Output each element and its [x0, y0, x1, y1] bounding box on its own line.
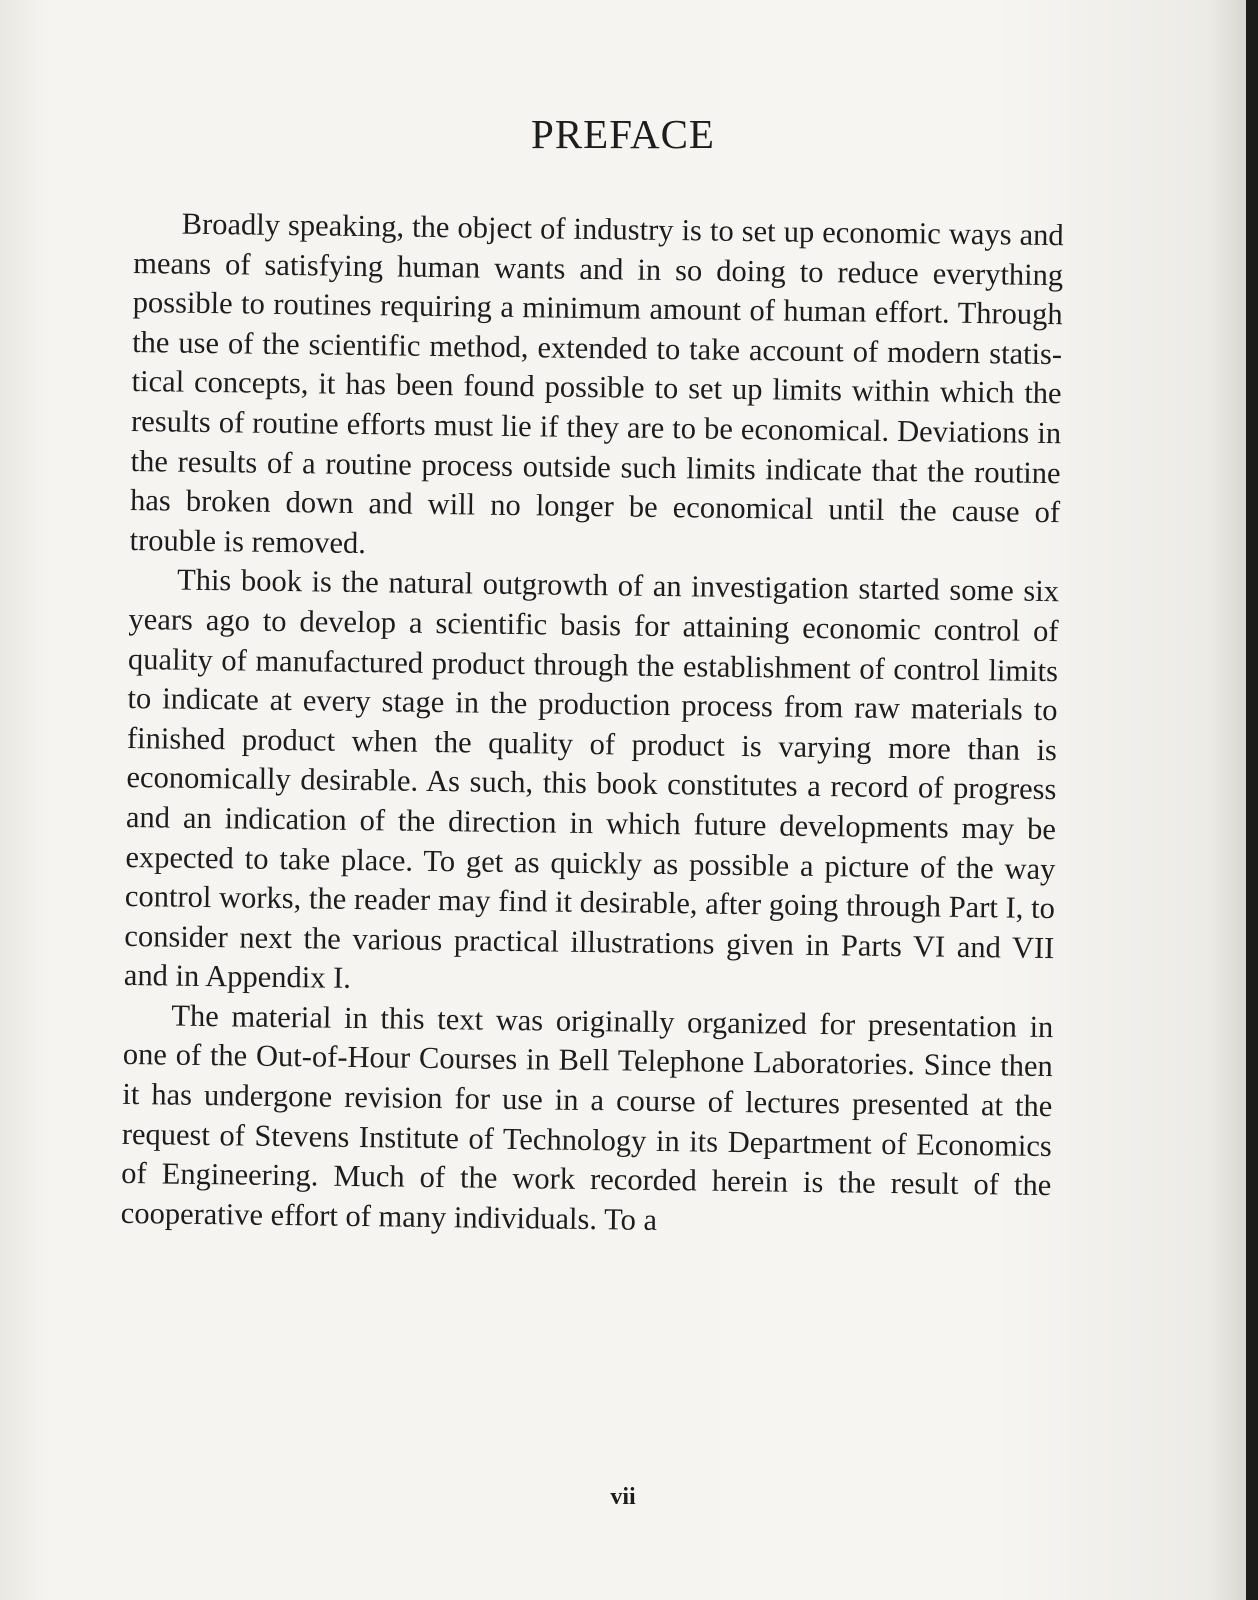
preface-body [121, 204, 1064, 1246]
paragraph-3: The material in this text was originally organized for presentation in one of the Out-of-Hour Courses in Bell Telephone Laboratories. Since then it has undergone revision for use in a course of lectures presented at the request of Stevens Institute of Technology in its Department of Economics of Engineering. Much of the work recorded herein is the result of the cooperative effort of many individuals. To a [120, 998, 1054, 1237]
page-title: PREFACE [531, 111, 715, 157]
page-number: vii [610, 1484, 636, 1510]
paragraph-1: Broadly speaking, the object of industry is to set up economic ways and means of satisfying human wants and in so doing to reduce everything possible to routines requiring a minimum amount of human effort. Through the use of the scientific method, extended to take account of modern statistical concepts, it has been found possible to set up limits within which the results of routine efforts must lie if they are to be economical. Deviations in the results of a routine process outside such limits indicate that the routine has broken down and will no longer be economical until the cause of trouble is removed. [129, 206, 1064, 560]
paragraph-2: This book is the natural outgrowth of an investigation started some six years ago to develop a scientific basis for attaining economic control of quality of manufactured product through the establishment of control limits to indicate at every stage in the production process from raw materials to finished product when the quality of product is varying more than is economically desirable. As such, this book constitutes a record of progress and an indication of the direction in which future developments may be expected to take place. To get as quickly as possible a picture of the way control works, the reader may find it desirable, after going through Part I, to consider next the various practical illustrations given in Parts VI and VII and in Appendix I. [123, 562, 1060, 996]
